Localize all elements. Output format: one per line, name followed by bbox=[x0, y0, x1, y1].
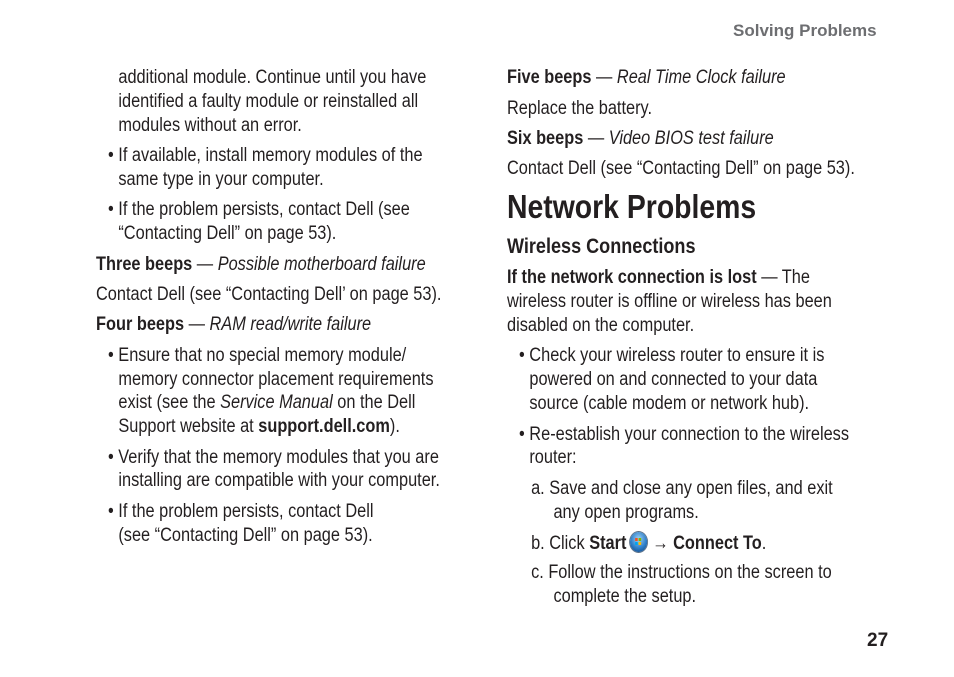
bullet-ensure-line-3 bbox=[118, 392, 415, 414]
bullet-contact-dell-line-2: “Contacting Dell” on page 53). bbox=[118, 223, 337, 244]
bullet-check-router-line-1: • Check your wireless router to ensure it is bbox=[519, 345, 825, 366]
connection-lost-text: — The bbox=[756, 267, 810, 288]
bullet-ensure-text: on the Dell bbox=[332, 392, 416, 413]
bullet-ensure-text: exist (see the bbox=[118, 392, 221, 413]
connection-lost-label: If the network connection is lost bbox=[507, 267, 757, 288]
four-beeps-dash: — bbox=[184, 314, 210, 335]
three-beeps-action: Contact Dell (see “Contacting Dell’ on page 53). bbox=[96, 284, 442, 305]
six-beeps-action: Contact Dell (see “Contacting Dell” on page 53). bbox=[507, 158, 855, 179]
six-beeps-desc: Video BIOS test failure bbox=[608, 128, 774, 149]
bullet-ensure-text: ). bbox=[389, 416, 400, 437]
bullet-check-router-line-3: source (cable modem or network hub). bbox=[529, 393, 810, 414]
windows-start-icon bbox=[630, 532, 647, 552]
bullet-reestablish-line-1: • Re-establish your connection to the wireless bbox=[519, 424, 850, 445]
six-beeps-label: Six beeps bbox=[507, 128, 584, 149]
six-beeps-heading bbox=[507, 128, 774, 150]
five-beeps-dash: — bbox=[591, 67, 617, 88]
bullet-ensure-line-1: • Ensure that no special memory module/ bbox=[108, 345, 407, 366]
continued-line-1: additional module. Continue until you have bbox=[118, 67, 427, 88]
step-b bbox=[531, 532, 766, 555]
bullet-install-memory-line-2: same type in your computer. bbox=[118, 169, 324, 190]
bullet-persists-line-2: (see “Contacting Dell” on page 53). bbox=[118, 525, 373, 546]
four-beeps-heading bbox=[96, 314, 371, 336]
step-b-text: b. Click bbox=[531, 533, 590, 554]
bullet-verify-line-2: installing are compatible with your computer. bbox=[118, 470, 440, 491]
bullet-contact-dell-line-1: • If the problem persists, contact Dell (see bbox=[108, 199, 410, 220]
six-beeps-dash: — bbox=[583, 128, 609, 149]
three-beeps-heading bbox=[96, 254, 426, 276]
page-number: 27 bbox=[867, 630, 889, 651]
connection-lost-line-1 bbox=[507, 267, 810, 289]
five-beeps-label: Five beeps bbox=[507, 67, 592, 88]
service-manual-title: Service Manual bbox=[220, 392, 333, 413]
bullet-persists-line-1: • If the problem persists, contact Dell bbox=[108, 501, 374, 522]
connection-lost-line-2: wireless router is offline or wireless has been bbox=[507, 291, 832, 312]
connect-to-label: Connect To bbox=[673, 533, 762, 554]
three-beeps-dash: — bbox=[192, 254, 218, 275]
bullet-ensure-line-4 bbox=[118, 416, 400, 438]
arrow-icon: → bbox=[652, 533, 674, 554]
four-beeps-label: Four beeps bbox=[96, 314, 185, 335]
step-c-line-2: complete the setup. bbox=[553, 586, 697, 607]
continued-line-2: identified a faulty module or reinstalled all bbox=[118, 91, 419, 112]
three-beeps-label: Three beeps bbox=[96, 254, 193, 275]
step-a-line-1: a. Save and close any open files, and exit bbox=[531, 478, 833, 499]
subsection-title: Wireless Connections bbox=[507, 235, 696, 258]
section-title: Network Problems bbox=[507, 188, 757, 225]
bullet-check-router-line-2: powered on and connected to your data bbox=[529, 369, 818, 390]
three-beeps-desc: Possible motherboard failure bbox=[217, 254, 426, 275]
step-a-line-2: any open programs. bbox=[553, 502, 699, 523]
section-header: Solving Problems bbox=[733, 21, 877, 40]
five-beeps-action: Replace the battery. bbox=[507, 98, 653, 119]
start-label: Start bbox=[589, 533, 627, 554]
connection-lost-line-3: disabled on the computer. bbox=[507, 315, 695, 336]
step-c-line-1: c. Follow the instructions on the screen to bbox=[531, 562, 832, 583]
continued-line-3: modules without an error. bbox=[118, 115, 302, 136]
five-beeps-desc: Real Time Clock failure bbox=[616, 67, 786, 88]
step-b-period: . bbox=[761, 533, 767, 554]
bullet-ensure-line-2: memory connector placement requirements bbox=[118, 369, 434, 390]
bullet-reestablish-line-2: router: bbox=[529, 447, 577, 468]
bullet-verify-line-1: • Verify that the memory modules that you are bbox=[108, 447, 439, 468]
support-website: support.dell.com bbox=[258, 416, 390, 437]
bullet-ensure-text: Support website at bbox=[118, 416, 259, 437]
four-beeps-desc: RAM read/write failure bbox=[209, 314, 372, 335]
bullet-install-memory-line-1: • If available, install memory modules of the bbox=[108, 145, 423, 166]
five-beeps-heading bbox=[507, 67, 786, 89]
